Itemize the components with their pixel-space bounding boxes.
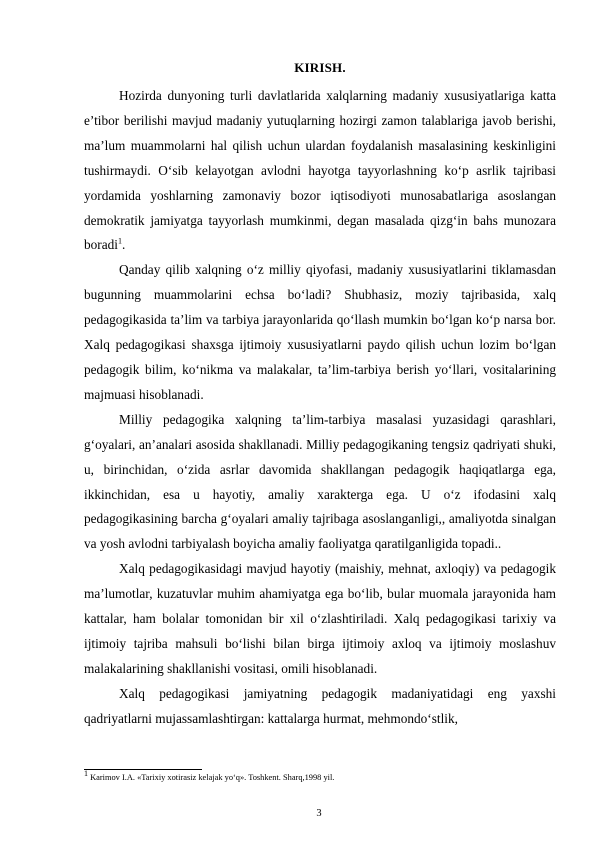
paragraph-1-text: Hozirda dunyoning turli davlatlarida xalqlarning madaniy xususiyatlariga katta e’tibor berilishi mavjud madaniy yutuqlarning hozirgi zamon talablariga javob berishi, ma’lum muammolarni hal qilish uchun ulardan foydalanish masalasining keskinligini tushirmaydi. O‘sib kelayotgan avlodni hayotga tayyorlashning ko‘p asrlik tajribasi yordamida yoshlarning zamonaviy bozor iqtisodiyoti munosabatlariga asoslangan demokratik jamiyatga tayyorlash mumkinmi, degan masalada qizg‘in bahs munozara boradi [84, 88, 556, 253]
footnote-text: Karimov I.A. «Tarixiy xotirasiz kelajak yo‘q». Toshkent. Sharq,1998 yil. [88, 773, 335, 782]
footnote [84, 769, 556, 783]
body-text [84, 84, 556, 732]
page-title: KIRISH. [294, 60, 346, 75]
footnote-number: 1 [84, 769, 88, 779]
footnote-reference[interactable]: 1 [117, 237, 122, 247]
paragraph-2: Qanday qilib xalqning o‘z milliy qiyofasi, madaniy xususiyatlarini tiklamasdan bugunning muammolarini echsa bo‘ladi? Shubhasiz, moziy tajribasida, xalq pedagogikasida ta’lim va tarbiya jarayonlarida qo‘llash mumkin bo‘lgan ko‘p narsa bor. Xalq pedagogikasi shaxsga ijtimoiy xususiyatlarni paydo qilish uchun lozim bo‘lgan pedagogik bilim, ko‘nikma va malakalar, ta’lim-tarbiya berish yo‘llari, vositalarining majmuasi hisoblanadi. [84, 262, 556, 402]
footnote-separator [84, 769, 202, 770]
paragraph-4: Xalq pedagogikasidagi mavjud hayotiy (maishiy, mehnat, axloqiy) va pedagogik ma’lumotlar, kuzatuvlar muhim ahamiyatga ega bo‘lib, bular muomala jarayonida ham kattalar, ham bolalar tomonidan bir xil o‘zlashtiriladi. Xalq pedagogikasi tarixiy va ijtimoiy tajriba mahsuli bo‘lishi bilan birga ijtimoiy axloq va ijtimoiy moslashuv malakalarining shakllanishi vositasi, omili hisoblanadi. [84, 561, 556, 676]
paragraph-1 [84, 84, 556, 258]
paragraph-1-end: . [121, 237, 126, 253]
paragraph-5: Xalq pedagogikasi jamiyatning pedagogik madaniyatidagi eng yaxshi qadriyatlarni mujassamlashtirgan: kattalarga hurmat, mehmondo‘stlik, [84, 685, 556, 726]
paragraph-3: Milliy pedagogika xalqning ta’lim-tarbiya masalasi yuzasidagi qarashlari, g‘oyalari, an’analari asosida shakllanadi. Milliy pedagogikaning tengsiz qadriyati shuki, u, birinchidan, o‘zida asrlar davomida shakllangan pedagogik haqiqatlarga ega, ikkinchidan, esa u hayotiy, amaliy xarakterga ega. U o‘z ifodasini xalq pedagogikasining barcha g‘oyalari amaliy tajribaga asoslanganligi,, amaliyotda sinalgan va yosh avlodni tarbiyalash boyicha amaliy faoliyatga qaratilganligida topadi.. [84, 411, 556, 552]
page-number: 3 [316, 808, 322, 819]
